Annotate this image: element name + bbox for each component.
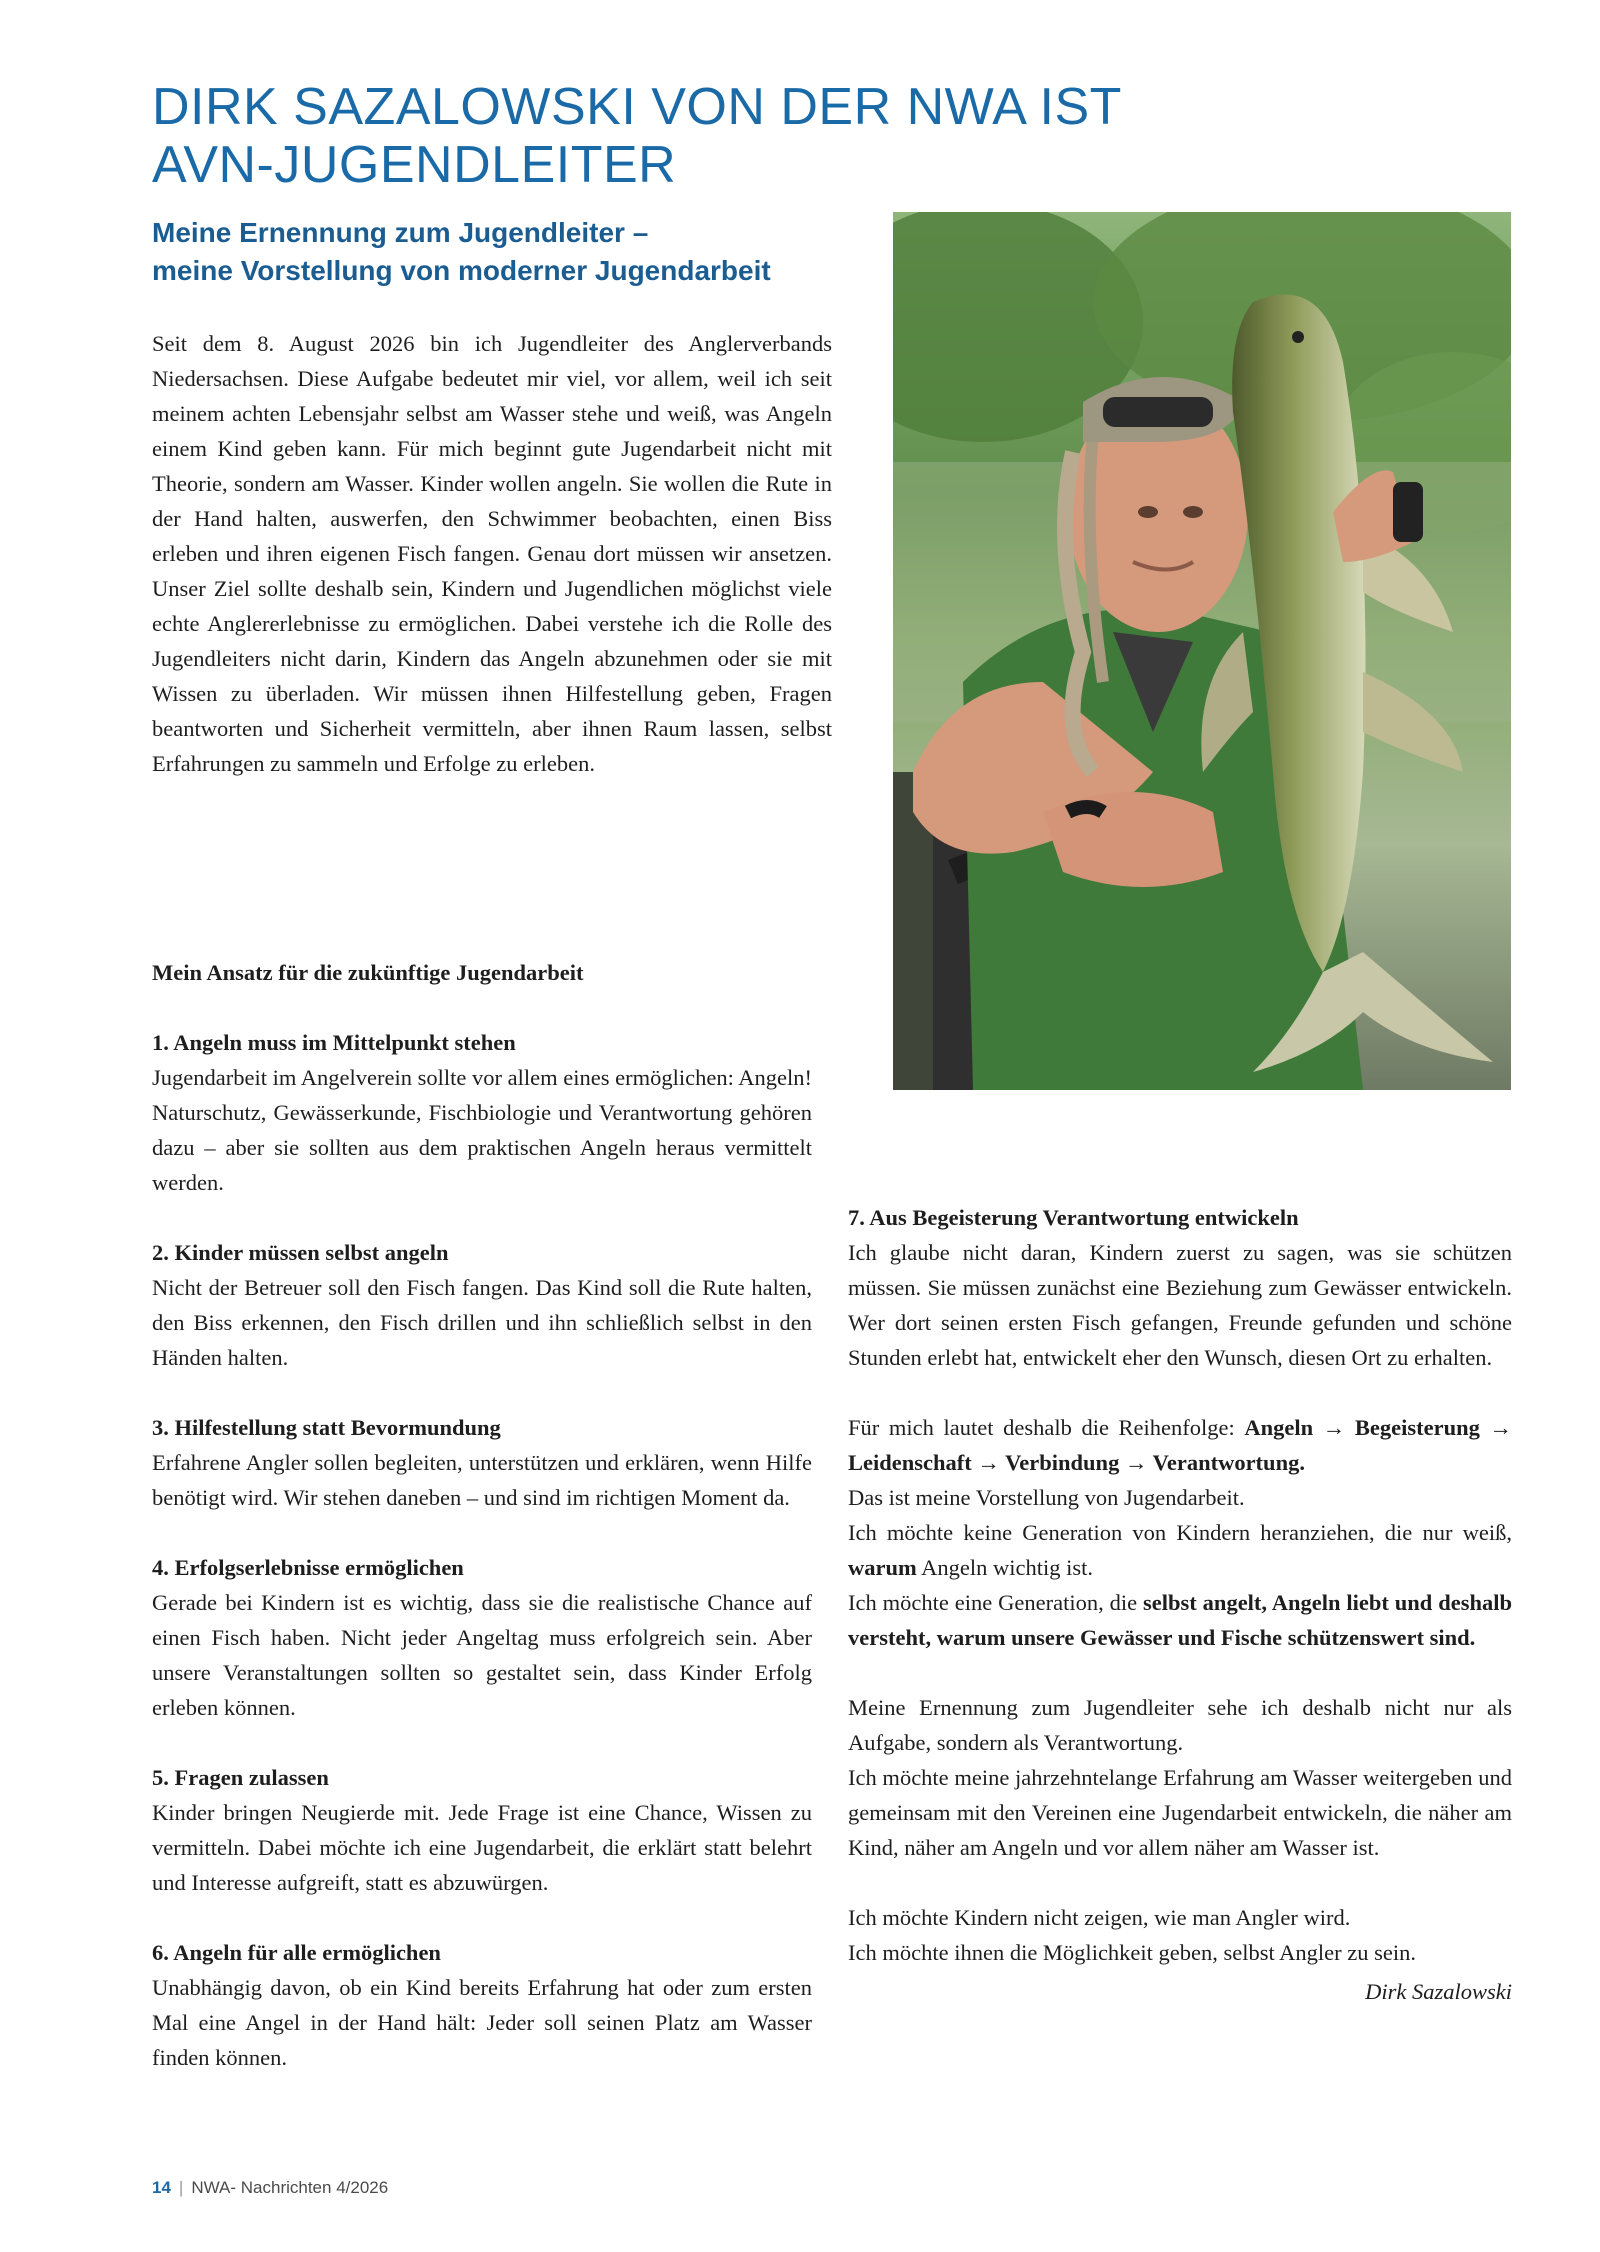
intro-paragraph: Seit dem 8. August 2026 bin ich Jugendleiter des Anglerverbands Niedersachsen. Diese Aufgabe bedeutet mir viel, vor allem, weil ich seit meinem achten Lebensjahr selbst am Wasser stehe und weiß, was Angeln einem Kind geben kann. Für mich beginnt gute Jugendarbeit nicht mit Theorie, sondern am Wasser. Kinder wollen angeln. Sie wollen die Rute in der Hand halten, auswerfen, den Schwimmer beobachten, einen Biss erleben und ihren eigenen Fisch fangen. Genau dort müssen wir ansetzen. Unser Ziel sollte deshalb sein, Kindern und Jugendlichen möglichst viele echte Anglererlebnisse zu ermöglichen. Dabei verstehe ich die Rolle des Jugendleiters nicht darin, Kindern das Angeln abzunehmen oder sie mit Wissen zu überladen. Wir müssen ihnen Hilfestellung geben, Fragen beantworten und Sicherheit vermitteln, aber ihnen Raum lassen, selbst Erfahrungen zu sammeln und Erfolge zu erleben.	[152, 331, 832, 776]
point-title: 7. Aus Begeisterung Verantwortung entwickeln	[848, 1205, 1299, 1230]
title-line-2: AVN-JUGENDLEITER	[152, 136, 677, 194]
point-5	[152, 1760, 812, 1900]
generation-line	[848, 1585, 1512, 1655]
point-text: Unabhängig davon, ob ein Kind bereits Erfahrung hat oder zum ersten Mal eine Angel in der Hand hält: Jeder soll seinen Platz am Wasser finden können.	[152, 1975, 812, 2070]
point-2	[152, 1235, 812, 1375]
no-generation-lead: Ich möchte keine Generation von Kindern heranziehen, die nur weiß,	[848, 1520, 1512, 1545]
point-4	[152, 1550, 812, 1725]
subtitle-line-1: Meine Ernennung zum Jugendleiter –	[152, 217, 649, 248]
publication-name: NWA- Nachrichten 4/2026	[191, 2178, 389, 2197]
appointment-line-2: Ich möchte meine jahrzehntelange Erfahrung am Wasser weitergeben und gemeinsam mit den Vereinen eine Jugendarbeit entwickeln, die näher am Kind, näher am Angeln und vor allem näher am Wasser ist.	[848, 1765, 1512, 1860]
point-title: 5. Fragen zulassen	[152, 1765, 329, 1790]
point-6	[152, 1935, 812, 2075]
generation-bold: selbst angelt, Angeln liebt und deshalb versteht, warum unsere Gewässer und Fische schützenswert sind.	[848, 1590, 1512, 1650]
no-generation-line	[848, 1515, 1512, 1585]
right-column	[848, 1200, 1512, 2009]
order-chain: Angeln → Begeisterung → Leidenschaft → Verbindung → Verantwortung.	[848, 1415, 1512, 1475]
no-generation-bold: warum	[848, 1555, 917, 1580]
order-lead: Für mich lautet deshalb die Reihenfolge:	[848, 1415, 1245, 1440]
subtitle-line-2: meine Vorstellung von moderner Jugendarbeit	[152, 255, 771, 286]
author-signature: Dirk Sazalowski	[1365, 1979, 1512, 2004]
point-title: 4. Erfolgserlebnisse ermöglichen	[152, 1555, 464, 1580]
point-text: Ich glaube nicht daran, Kindern zuerst zu sagen, was sie schützen müssen. Sie müssen zunächst eine Beziehung zum Gewässer entwickeln. Wer dort seinen ersten Fisch gefangen, Freunde gefunden und schöne Stunden erlebt hat, entwickelt eher den Wunsch, diesen Ort zu erhalten.	[848, 1240, 1512, 1370]
point-title: 6. Angeln für alle ermöglichen	[152, 1940, 441, 1965]
title-line-1: DIRK SAZALOWSKI VON DER NWA IST	[152, 78, 1122, 136]
closing-line-2: Ich möchte ihnen die Möglichkeit geben, selbst Angler zu sein.	[848, 1940, 1416, 1965]
angler-photo	[893, 212, 1511, 1090]
spacer	[848, 1865, 1512, 1900]
spacer	[848, 1655, 1512, 1690]
point-3	[152, 1410, 812, 1515]
spacer	[152, 990, 812, 1025]
point-title: 2. Kinder müssen selbst angeln	[152, 1240, 449, 1265]
closing-line-1: Ich möchte Kindern nicht zeigen, wie man Angler wird.	[848, 1905, 1351, 1930]
article-subtitle	[152, 214, 912, 290]
point-title: 3. Hilfestellung statt Bevormundung	[152, 1415, 501, 1440]
order-paragraph	[848, 1410, 1512, 1480]
page-footer	[152, 2178, 388, 2198]
point-text: Erfahrene Angler sollen begleiten, unterstützen und erklären, wenn Hilfe benötigt wird. Wir stehen daneben – und sind im richtigen Moment da.	[152, 1450, 812, 1510]
article-title	[152, 78, 1452, 194]
left-column	[152, 955, 812, 2075]
point-7	[848, 1200, 1512, 1375]
point-1	[152, 1025, 812, 1200]
point-text: Jugendarbeit im Angelverein sollte vor allem eines ermöglichen: Angeln! Naturschutz, Gewässerkunde, Fischbiologie und Verantwortung gehören dazu – aber sie sollten aus dem praktischen Angeln heraus vermittelt werden.	[152, 1065, 812, 1195]
generation-lead: Ich möchte eine Generation, die	[848, 1590, 1144, 1615]
approach-heading: Mein Ansatz für die zukünftige Jugendarbeit	[152, 960, 584, 985]
page-number: 14	[152, 2178, 171, 2197]
point-title: 1. Angeln muss im Mittelpunkt stehen	[152, 1030, 516, 1055]
appointment-line-1: Meine Ernennung zum Jugendleiter sehe ich deshalb nicht nur als Aufgabe, sondern als Verantwortung.	[848, 1695, 1512, 1755]
point-text: Nicht der Betreuer soll den Fisch fangen. Das Kind soll die Rute halten, den Biss erkennen, den Fisch drillen und ihn schließlich selbst in den Händen halten.	[152, 1275, 812, 1370]
photo-illustration	[893, 212, 1511, 1090]
point-text: Gerade bei Kindern ist es wichtig, dass sie die realistische Chance auf einen Fisch haben. Nicht jeder Angeltag muss erfolgreich sein. Aber unsere Veranstaltungen sollten so gestaltet sein, dass Kinder Erfolg erleben können.	[152, 1590, 812, 1720]
footer-separator: |	[178, 2178, 184, 2197]
point-text: Kinder bringen Neugierde mit. Jede Frage ist eine Chance, Wissen zu vermitteln. Dabei möchte ich eine Jugendarbeit, die erklärt statt belehrt und Interesse aufgreift, statt es abzuwürgen.	[152, 1800, 812, 1895]
no-generation-tail: Angeln wichtig ist.	[916, 1555, 1093, 1580]
vision-line: Das ist meine Vorstellung von Jugendarbeit.	[848, 1485, 1245, 1510]
